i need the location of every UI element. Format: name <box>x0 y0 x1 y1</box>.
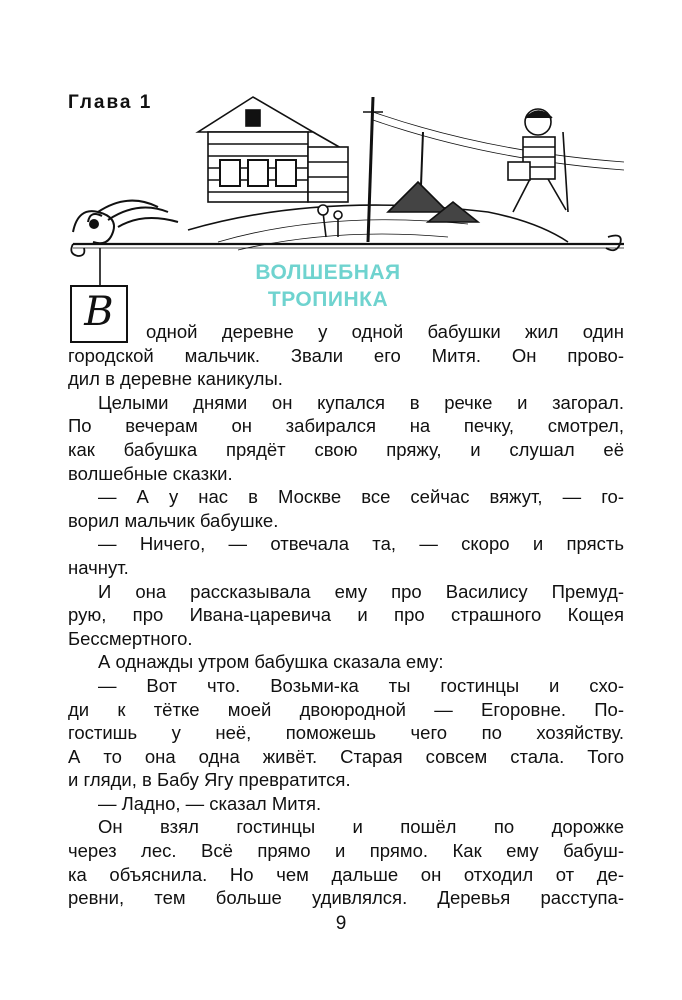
text-line: Целыми днями он купался в речке и загорал. <box>98 391 624 413</box>
hill-line <box>188 205 568 242</box>
text-line: как бабушка прядёт свою пряжу, и слушал её <box>68 438 624 460</box>
chapter-label: Глава 1 <box>68 92 153 113</box>
text-line: рую, про Ивана-царевича и про страшного Кощея <box>68 604 624 626</box>
house-drawing <box>198 97 348 202</box>
page-number: 9 <box>335 913 347 934</box>
text-line: и гляди, в Бабу Ягу превратится. <box>68 769 351 791</box>
text-line: ревни, тем больше удивлялся. Деревья расступа- <box>68 887 624 909</box>
text-line: дил в деревне каникулы. <box>68 368 283 390</box>
text-line: начнут. <box>68 556 129 578</box>
text-line: гостишь у неё, поможешь чего по хозяйству. <box>68 722 624 744</box>
text-line: одной деревне у одной бабушки жил один <box>146 321 624 342</box>
story-title-line-2: ТРОПИНКА <box>267 288 389 311</box>
text-line: ди к тётке моей двоюродной — Егоровне. По- <box>68 698 624 720</box>
text-line: А однажды утром бабушка сказала ему: <box>98 651 444 673</box>
text-line: — Ладно, — сказал Митя. <box>98 792 322 814</box>
text-line: городской мальчик. Звали его Митя. Он прово- <box>68 344 624 366</box>
drop-cap-letter: В <box>84 289 114 335</box>
text-line: ка объяснила. Но чем дальше он отходил от де- <box>68 863 624 885</box>
story-title-line-1: ВОЛШЕБНАЯ <box>255 261 401 284</box>
text-line: И она рассказывала ему про Василису Премуд- <box>98 580 624 602</box>
text-line: — А у нас в Москве все сейчас вяжут, — го- <box>98 486 624 508</box>
text-line: Он взял гостинцы и пошёл по дорожке <box>98 816 624 838</box>
flowers-drawing <box>318 205 342 237</box>
text-line: По вечерам он забирался на печку, смотрел, <box>68 415 624 437</box>
text-line: Бессмертного. <box>68 627 193 649</box>
text-line: — Ничего, — отвечала та, — скоро и прясть <box>98 533 624 555</box>
text-line: через лес. Всё прямо и прямо. Как ему бабуш- <box>68 840 624 862</box>
text-line: А то она одна живёт. Старая совсем стала. Того <box>68 745 624 767</box>
boy-drawing <box>508 109 568 212</box>
ornament-bird <box>73 201 178 244</box>
body-text <box>68 320 624 910</box>
text-line: волшебные сказки. <box>68 462 233 484</box>
text-line: ворил мальчик бабушке. <box>68 509 279 531</box>
text-line: — Вот что. Возьми-ка ты гостинцы и схо- <box>98 674 624 696</box>
